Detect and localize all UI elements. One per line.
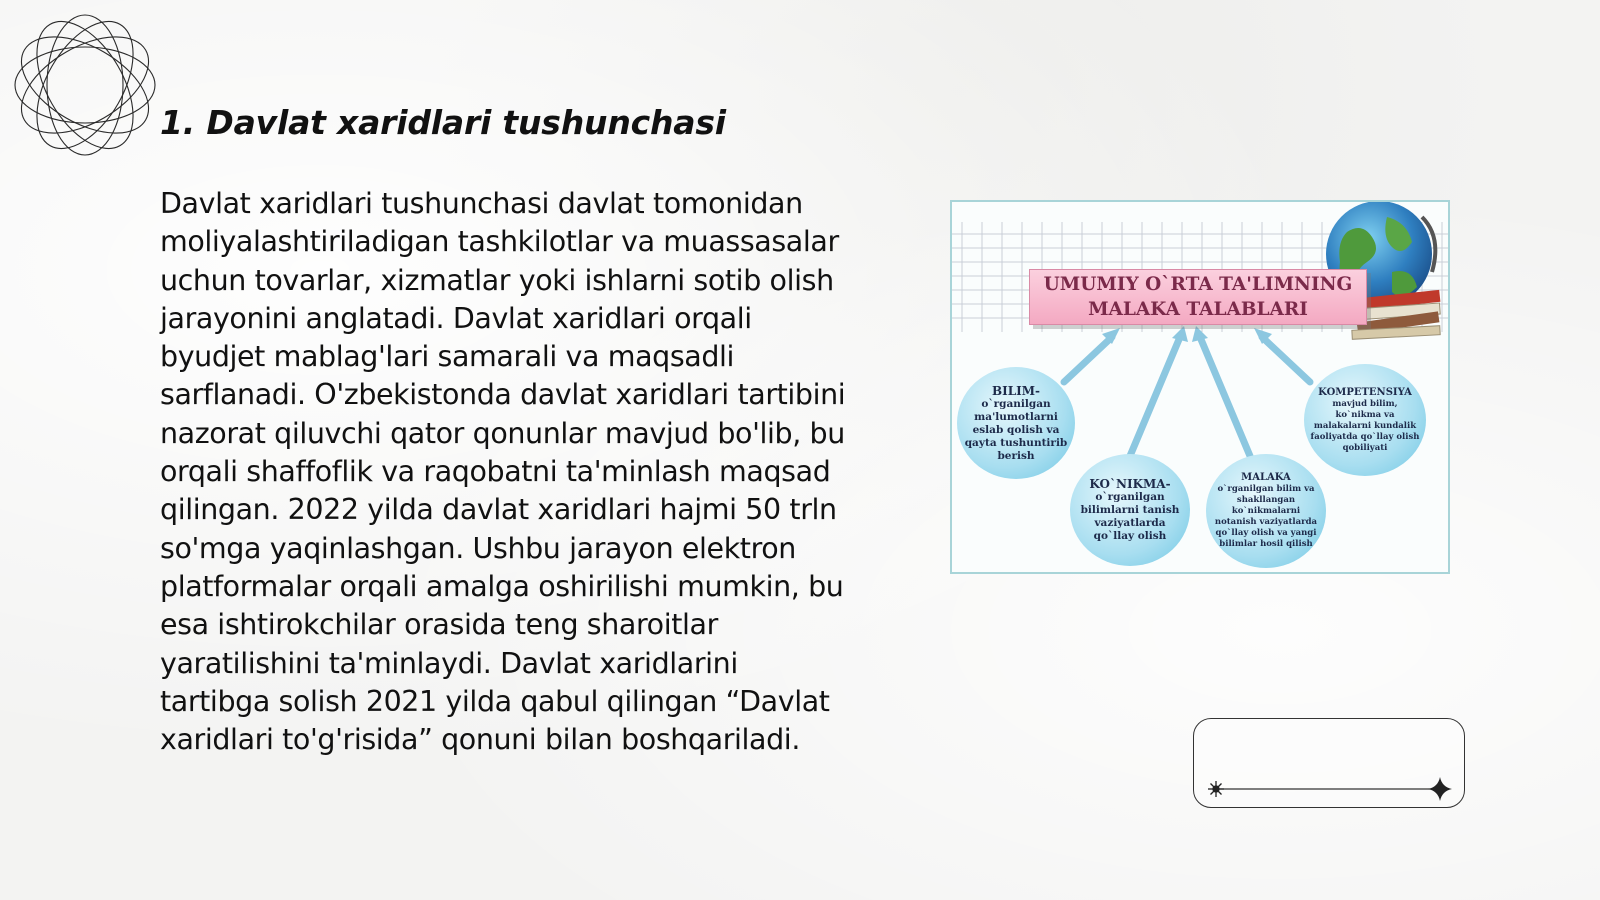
- diagram-title: [1029, 269, 1367, 325]
- bubble-heading: KO`NIKMA-: [1089, 477, 1171, 491]
- bubble-text: o`rganilgan bilim va shakllangan ko`nikmalarni notanish vaziyatlarda qo`llay olish va yangi bilimlar hosil qilish: [1214, 484, 1318, 549]
- bubble-heading: BILIM-: [991, 383, 1041, 398]
- bubble-text: o`rganilgan bilimlarni tanish vaziyatlarda qo`llay olish: [1080, 491, 1180, 542]
- card-line: [1194, 719, 1466, 809]
- decorative-card: [1193, 718, 1465, 808]
- konikma-bubble: [1070, 454, 1190, 566]
- bilim-bubble: [957, 367, 1075, 479]
- orbital-rings-icon: [10, 10, 160, 160]
- diagram-title-line2: MALAKA TALABLARI: [1088, 299, 1308, 320]
- four-point-star-icon: [1428, 777, 1452, 801]
- kompetensiya-bubble: [1304, 364, 1426, 476]
- bubble-heading: KOMPETENSIYA: [1318, 386, 1412, 398]
- malaka-bubble: [1206, 454, 1326, 568]
- bubble-text: mavjud bilim, ko`nikma va malakalarni kundalik faoliyatda qo`llay olish qobiliyati: [1310, 398, 1420, 453]
- diagram-title-line1: UMUMIY O`RTA TA'LIMNING: [1043, 274, 1353, 295]
- sparkle-star-icon: [1208, 781, 1224, 797]
- bubble-heading: MALAKA: [1241, 472, 1291, 483]
- slide-title: 1. Davlat xaridlari tushunchasi: [160, 103, 726, 142]
- qualification-diagram-image: [950, 200, 1450, 574]
- bubble-text: o`rganilgan ma'lumotlarni eslab qolish va qayta tushuntirib berish: [964, 397, 1068, 462]
- slide-body-text: Davlat xaridlari tushunchasi davlat tomonidan moliyalashtiriladigan tashkilotlar va muassasalar uchun tovarlar, xizmatlar yoki ishlarni sotib olish jarayonini anglatadi. Davlat xaridlari orqali byudjet mablag'lari samarali va maqsadli sarflanadi. O'zbekistonda davlat xaridlari tartibini nazorat qiluvchi qator qonunlar mavjud bo'lib, bu orqali shaffoflik va raqobatni ta'minlash maqsad qilingan. 2022 yilda davlat xaridlari hajmi 50 trln so'mga yaqinlashgan. Ushbu jarayon elektron platformalar orqali amalga oshirilishi mumkin, bu esa ishtirokchilar orasida teng sharoitlar yaratilishini ta'minlaydi. Davlat xaridlarini tartibga solish 2021 yilda qabul qilingan “Davlat xaridlari to'g'risida” qonuni bilan boshqariladi.: [160, 187, 846, 757]
